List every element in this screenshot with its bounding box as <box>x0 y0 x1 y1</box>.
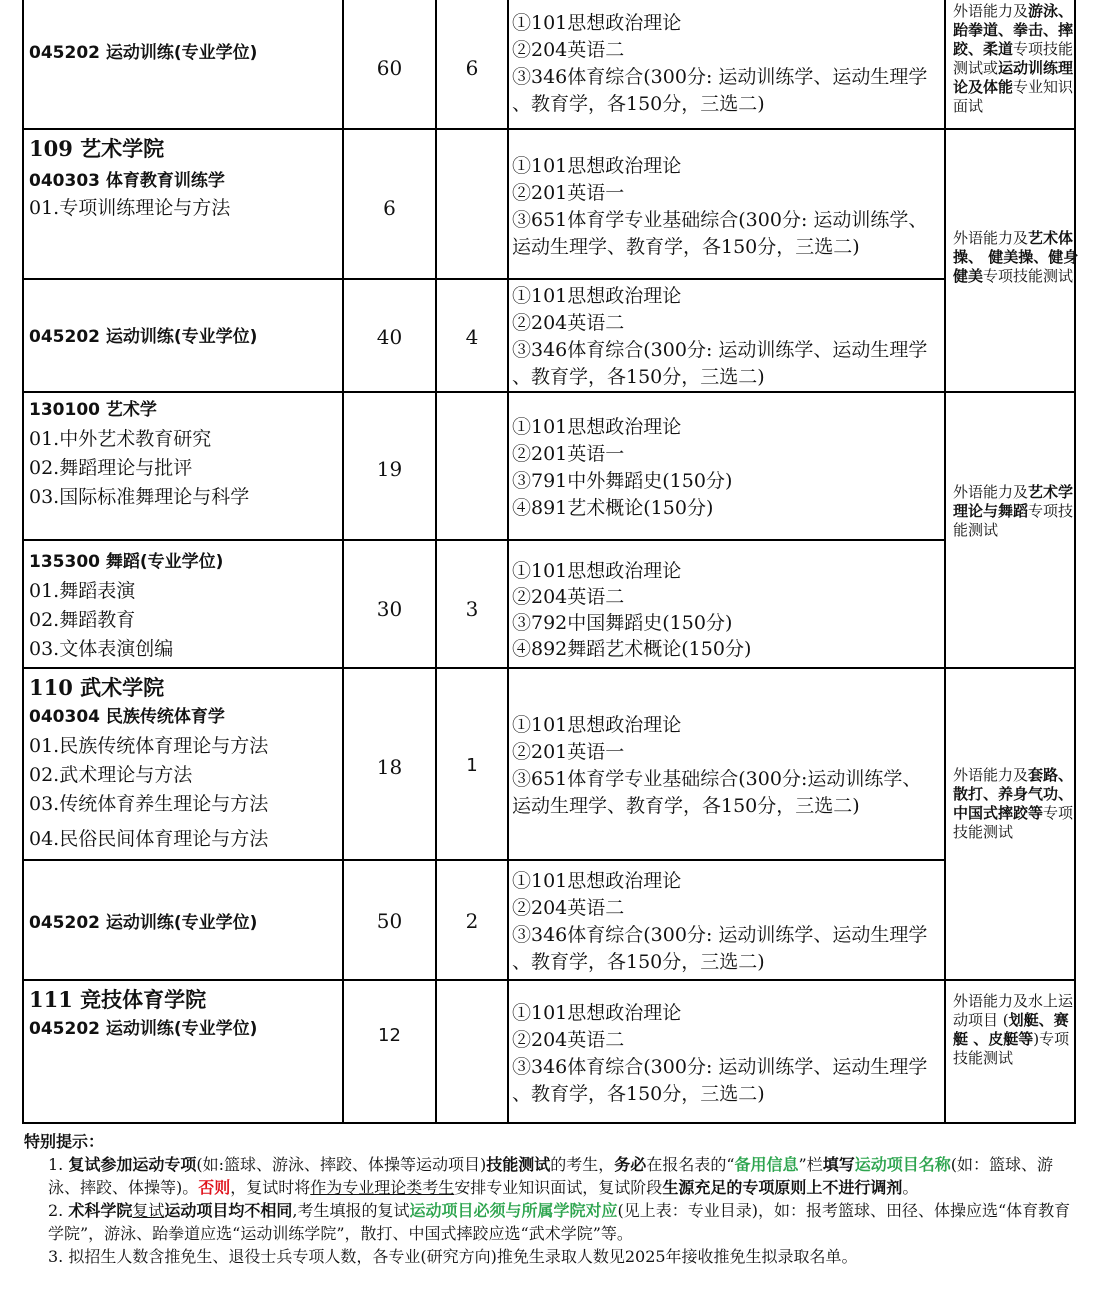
major-cell <box>24 133 345 222</box>
subject-line: ②204英语二 <box>512 39 625 61</box>
major-code: 045202 运动训练(专业学位) <box>29 1019 258 1039</box>
tip-text: (见上表：专业目录)，如：报考篮球、田径、体操应选“体育教育学院”，游泳、跆拳道应选“运动训练学院”，散打、中国式摔跤应选“武术学院”等。 <box>48 1201 1071 1243</box>
tip-bold: 生源充足的专项原则上不进行调剂 <box>662 1178 903 1197</box>
subject-line: ②204英语二 <box>512 1029 625 1051</box>
row-divider <box>24 128 944 130</box>
tip-text: 安排专业知识面试，复试阶段 <box>454 1178 663 1197</box>
row-divider <box>24 859 944 861</box>
retest-note <box>946 483 1085 540</box>
exam-subjects <box>509 1000 947 1108</box>
note-item-2 <box>24 1199 1084 1245</box>
subject-line: ①101思想政治理论 <box>512 560 682 582</box>
plan-count: 60 <box>376 56 403 80</box>
subject-line: ①101思想政治理论 <box>512 285 682 307</box>
subject-line: ③791中外舞蹈史(150分) <box>512 470 733 492</box>
tip-underline: 作为专业理论类考生 <box>310 1178 455 1197</box>
note-text: 外语能力及水上运动项目 ( <box>953 992 1074 1029</box>
tip-text: 1. <box>48 1155 69 1174</box>
subject-line: ③651体育学专业基础综合(300分: 运动训练学、 <box>512 209 928 231</box>
note-text: 专项技能测试 <box>953 502 1074 539</box>
major-code: 045202 运动训练(专业学位) <box>29 327 258 347</box>
subject-line: ①101思想政治理论 <box>512 12 682 34</box>
subject-line: ①101思想政治理论 <box>512 714 682 736</box>
note-bold: 艺术体操、 健美操、健身健美 <box>953 229 1079 285</box>
exam-subjects <box>509 153 947 261</box>
note-bold: 套路、散打、养身气功、中国式摔跤等 <box>953 766 1074 822</box>
plan-count: 50 <box>376 909 403 933</box>
subject-line: ②204英语二 <box>512 586 625 608</box>
subject-line: ②201英语一 <box>512 182 625 204</box>
direction: 02.武术理论与方法 <box>29 764 193 786</box>
major-cell <box>24 40 345 67</box>
tip-bold: 复试参加运动专项 <box>68 1155 197 1174</box>
subject-line: ②204英语二 <box>512 897 625 919</box>
subject-line: ④891艺术概论(150分) <box>512 497 714 519</box>
subject-line: ②204英语二 <box>512 312 625 334</box>
tip-red: 否则 <box>198 1178 231 1197</box>
tip-bold: 运动项目均不相同 <box>164 1201 293 1220</box>
subject-line: ①101思想政治理论 <box>512 870 682 892</box>
exam-subjects <box>509 712 947 820</box>
subject-line: ①101思想政治理论 <box>512 1002 682 1024</box>
tip-bold: 填写 <box>822 1155 855 1174</box>
tip-text: ，复试时将 <box>230 1178 311 1197</box>
major-cell <box>24 324 345 351</box>
note-text: 外语能力及 <box>953 2 1029 20</box>
plan-count: 18 <box>376 755 403 779</box>
exam-subjects <box>509 10 947 118</box>
row-divider <box>24 979 1074 981</box>
major-code: 040304 民族传统体育学 <box>29 707 225 727</box>
tip-text: 在报名表的“ <box>646 1155 735 1174</box>
tip-text: 的考生， <box>550 1155 615 1174</box>
admissions-table <box>22 0 1079 1124</box>
subject-line: ②201英语一 <box>512 443 625 465</box>
direction: 03.国际标准舞理论与科学 <box>29 486 250 508</box>
plan-count: 6 <box>383 196 396 220</box>
subject-line: ③346体育综合(300分: 运动训练学、运动生理学 <box>512 66 928 88</box>
note-text: 外语能力及 <box>953 229 1029 247</box>
subject-line: ④892舞蹈艺术概论(150分) <box>512 638 752 660</box>
direction: 03.文体表演创编 <box>29 638 174 660</box>
subject-line: ③346体育综合(300分: 运动训练学、运动生理学 <box>512 924 928 946</box>
subject-line: ①101思想政治理论 <box>512 155 682 177</box>
exam-subjects <box>509 283 947 391</box>
tip-text: 。 <box>902 1178 919 1197</box>
retest-note <box>946 229 1085 286</box>
tip-green: 备用信息 <box>734 1155 799 1174</box>
plan-count: 40 <box>376 325 403 349</box>
college-name: 110 武术学院 <box>29 675 165 700</box>
row-divider <box>24 667 1074 669</box>
col-divider <box>435 0 437 1122</box>
plan-count: 30 <box>376 597 403 621</box>
direction: 03.传统体育养生理论与方法 <box>29 793 269 815</box>
subject-line: 、教育学，各150分，三选二) <box>512 93 765 115</box>
major-cell <box>24 910 345 937</box>
major-code: 040303 体育教育训练学 <box>29 171 225 191</box>
tip-underline: 复试 <box>132 1201 165 1220</box>
row-divider <box>24 391 1074 393</box>
note-item-3: 3. 拟招生人数含推免生、退役士兵专项人数，各专业(研究方向)推免生录取人数见2025年接收推免生拟录取名单。 <box>48 1247 858 1266</box>
subject-line: 运动生理学、教育学，各150分，三选二) <box>512 236 860 258</box>
direction: 01.专项训练理论与方法 <box>29 197 231 219</box>
major-cell <box>24 548 345 664</box>
subject-line: 、教育学，各150分，三选二) <box>512 1083 765 1105</box>
note-bold: 划艇、赛艇 、皮艇等 <box>953 1011 1069 1048</box>
tip-bold: 技能测试 <box>486 1155 551 1174</box>
note-text: 专项技能测试 <box>953 804 1074 841</box>
subject-line: ③792中国舞蹈史(150分) <box>512 612 733 634</box>
retest-note <box>946 2 1085 116</box>
note-text: 专项技能测试或 <box>953 40 1074 77</box>
retest-note <box>946 766 1085 842</box>
plan-count: 19 <box>376 457 403 481</box>
note-bold: 摔跤、柔道 <box>953 21 1074 58</box>
note-bold: 游泳 <box>1028 2 1059 20</box>
note-text: 外语能力及 <box>953 483 1029 501</box>
tip-text: (如:篮球、游泳、摔跤、体操等运动项目) <box>196 1155 487 1174</box>
special-notes <box>24 1130 1084 1268</box>
tip-green: 运动项目名称 <box>854 1155 951 1174</box>
subject-line: ①101思想政治理论 <box>512 416 682 438</box>
major-code: 045202 运动训练(专业学位) <box>29 43 258 63</box>
major-code: 135300 舞蹈(专业学位) <box>29 552 224 572</box>
plan-count: 12 <box>378 1025 401 1046</box>
row-divider <box>24 278 944 280</box>
college-name: 111 竞技体育学院 <box>29 987 207 1012</box>
note-text: 外语能力及 <box>953 766 1029 784</box>
exempt-count: 6 <box>465 56 479 80</box>
direction: 01.中外艺术教育研究 <box>29 428 212 450</box>
exam-subjects <box>509 558 947 662</box>
subject-line: ③651体育学专业基础综合(300分:运动训练学、 <box>512 768 922 790</box>
notes-title: 特别提示： <box>24 1132 105 1151</box>
subject-line: ③346体育综合(300分: 运动训练学、运动生理学 <box>512 1056 928 1078</box>
subject-line: 运动生理学、教育学，各150分，三选二) <box>512 795 860 817</box>
direction: 01.民族传统体育理论与方法 <box>29 735 269 757</box>
note-bold: 跆拳道、拳击 <box>953 21 1044 39</box>
retest-note <box>946 992 1085 1068</box>
major-cell <box>24 672 345 854</box>
tip-text: ,考生填报的复试 <box>292 1201 410 1220</box>
tip-text: 2. <box>48 1201 69 1220</box>
tip-bold: 术科学院 <box>68 1201 133 1220</box>
direction: 04.民俗民间体育理论与方法 <box>29 828 269 850</box>
exempt-count: 3 <box>465 597 479 621</box>
row-divider <box>944 128 1074 130</box>
note-text: 专业知识面试 <box>953 78 1074 115</box>
direction: 02.舞蹈理论与批评 <box>29 457 193 479</box>
tip-bold: 务必 <box>614 1155 647 1174</box>
exempt-count: 1 <box>466 755 478 776</box>
note-item-1 <box>24 1153 1084 1199</box>
subject-line: 、教育学，各150分，三选二) <box>512 366 765 388</box>
row-divider <box>24 539 944 541</box>
note-bold: 艺术学理论与舞蹈 <box>953 483 1074 520</box>
major-cell <box>24 396 345 512</box>
exam-subjects <box>509 414 947 522</box>
major-cell <box>24 984 345 1043</box>
note-bold: 、 <box>1043 21 1059 39</box>
subject-line: ②201英语一 <box>512 741 625 763</box>
note-bold: 、 <box>1058 2 1074 20</box>
note-bold: 运动训练理论及体能 <box>953 59 1074 96</box>
college-name: 109 艺术学院 <box>29 136 165 161</box>
exempt-count: 2 <box>465 909 479 933</box>
tip-text: (如：篮球、游泳、摔跤、体操等)。 <box>48 1155 1053 1197</box>
major-code: 130100 艺术学 <box>29 400 157 420</box>
note-text: 专项技能测试 <box>983 267 1074 285</box>
note-text: )专项技能测试 <box>953 1030 1070 1067</box>
direction: 01.舞蹈表演 <box>29 580 136 602</box>
subject-line: 、教育学，各150分，三选二) <box>512 951 765 973</box>
exam-subjects <box>509 868 947 976</box>
direction: 02.舞蹈教育 <box>29 609 136 631</box>
exempt-count: 4 <box>465 325 479 349</box>
tip-green: 运动项目必须与所属学院对应 <box>409 1201 618 1220</box>
tip-text: ”栏 <box>798 1155 823 1174</box>
major-code: 045202 运动训练(专业学位) <box>29 913 258 933</box>
subject-line: ③346体育综合(300分: 运动训练学、运动生理学 <box>512 339 928 361</box>
